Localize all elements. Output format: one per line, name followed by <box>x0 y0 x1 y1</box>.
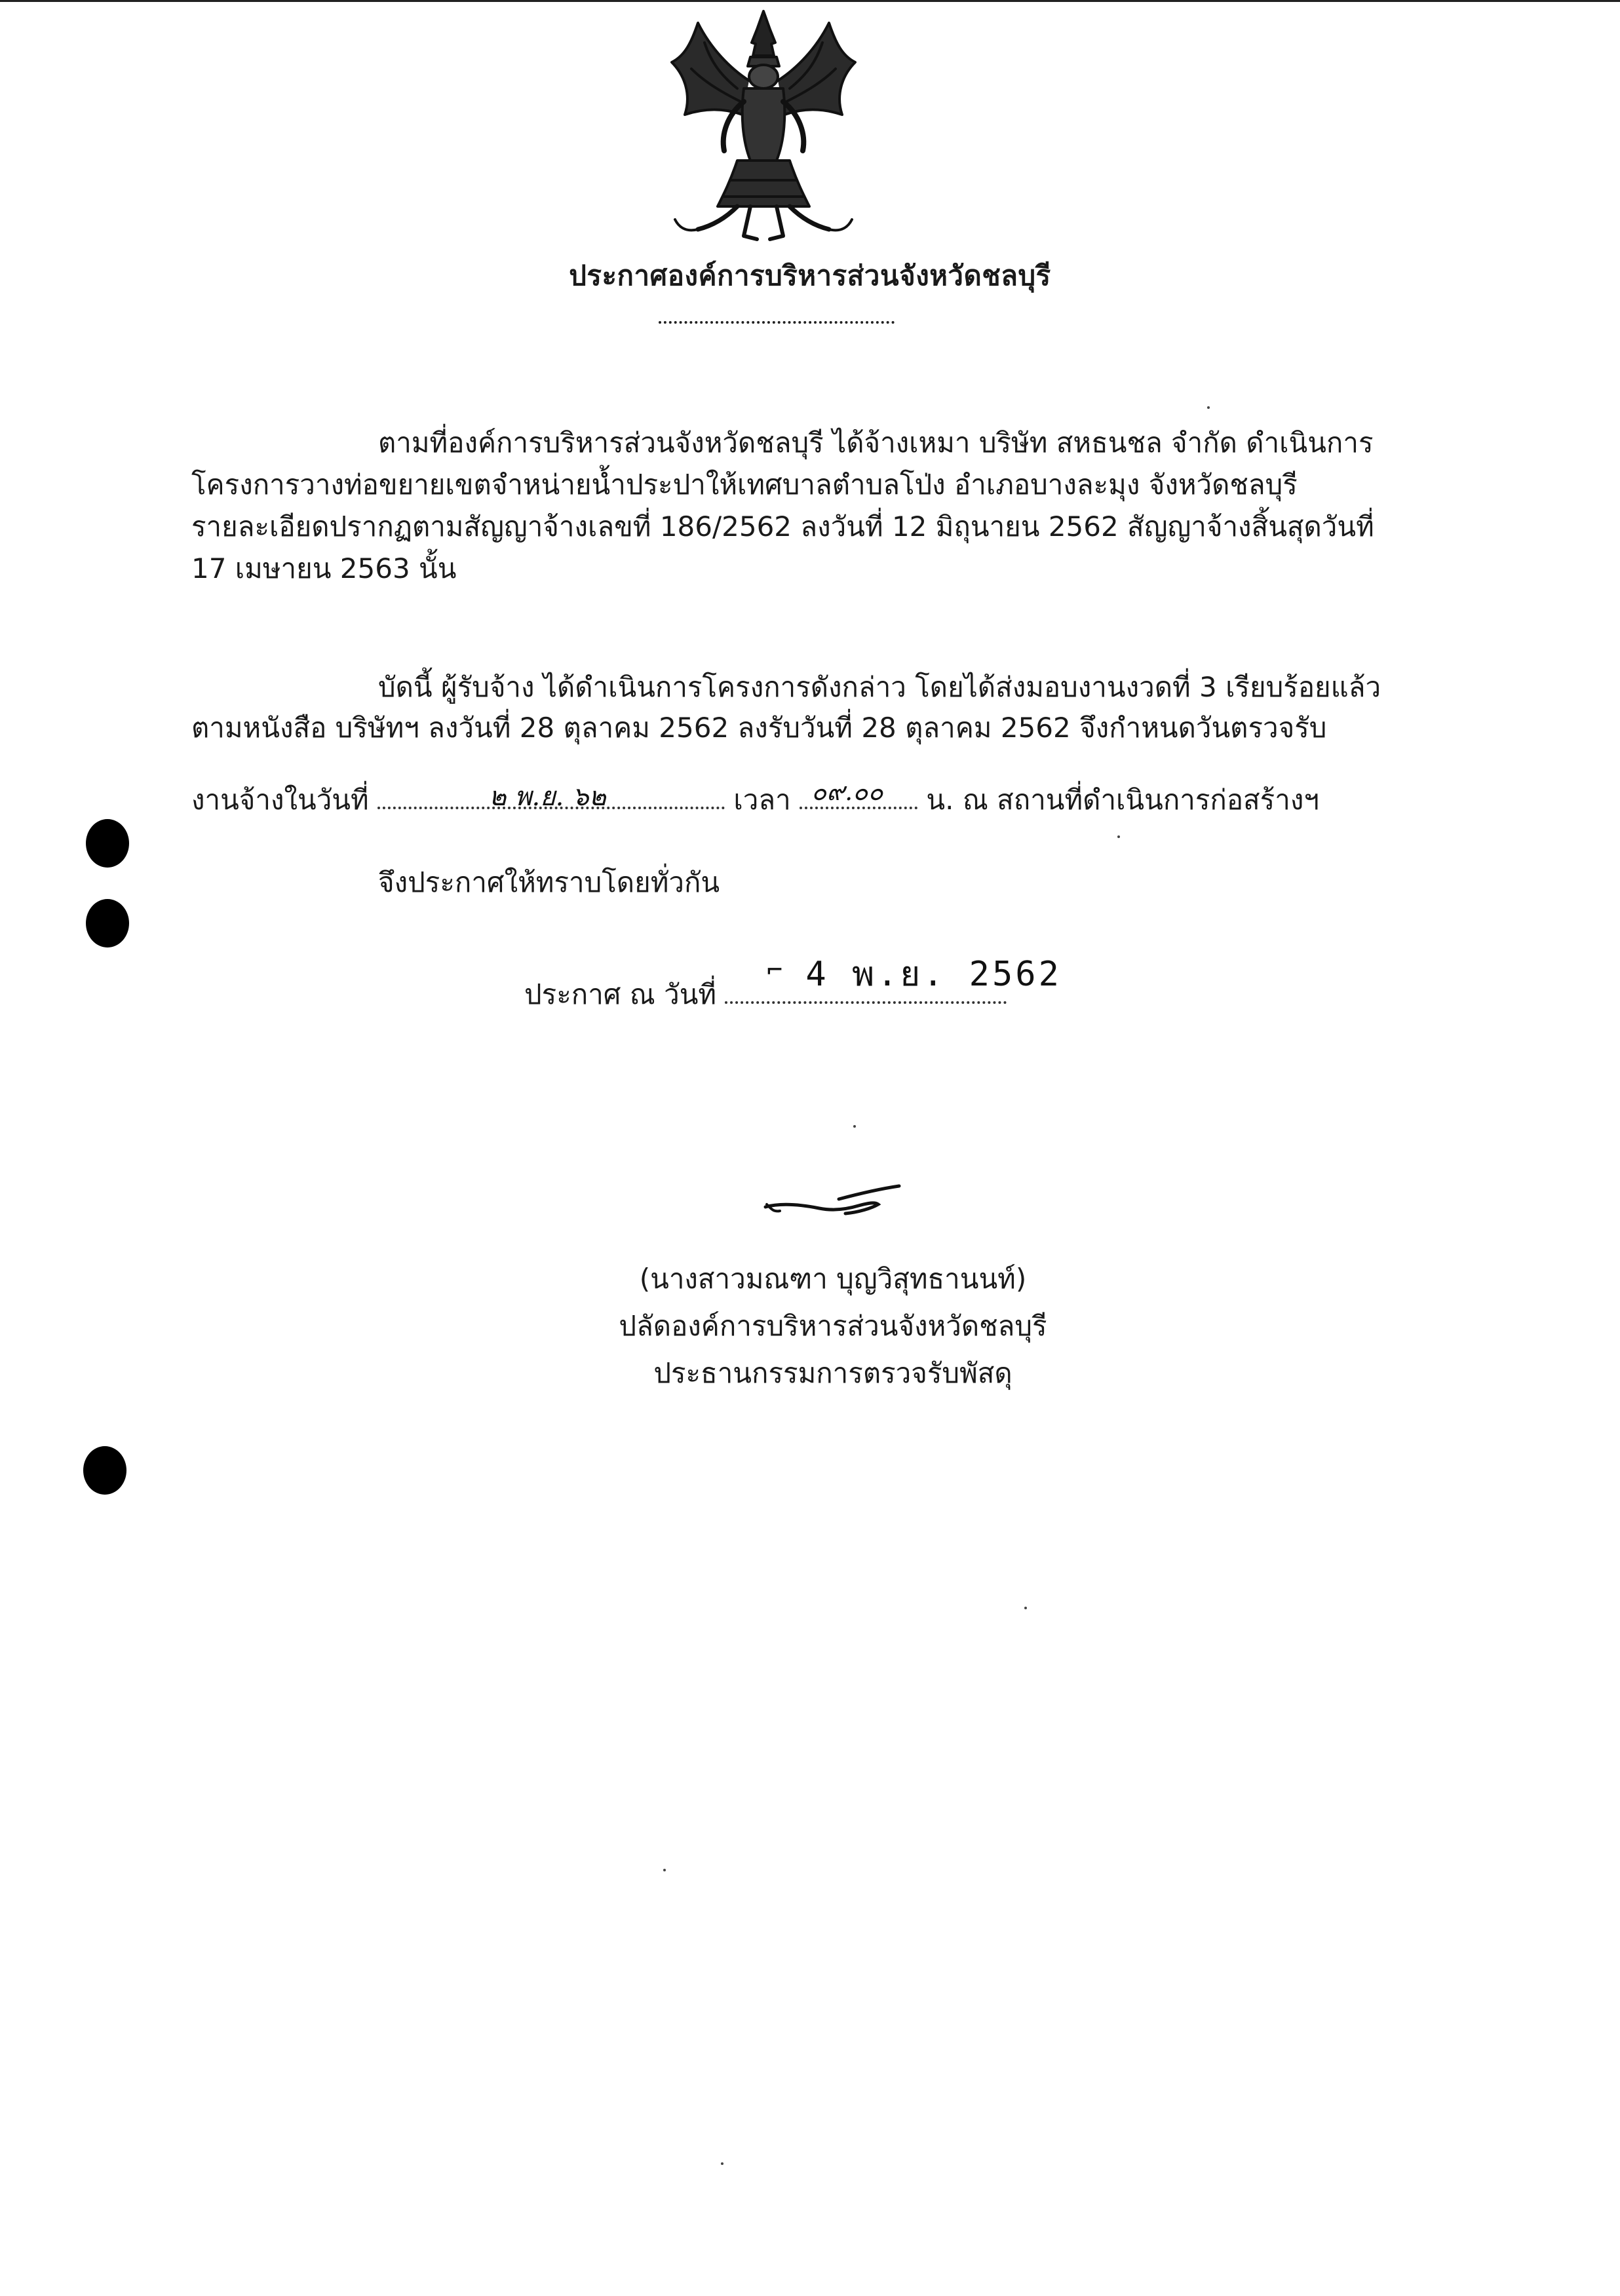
signature-scribble <box>760 1179 904 1225</box>
paragraph-1-line-4: 17 เมษายน 2563 นั้น <box>191 552 457 584</box>
paragraph-1-line-1: ตามที่องค์การบริหารส่วนจังหวัดชลบุรี ได้จ้างเหมา บริษัท สหธนชล จำกัด ดำเนินการ <box>378 427 1374 459</box>
scan-speck <box>663 1869 666 1871</box>
title-dotted-line <box>659 321 895 326</box>
scan-speck <box>1024 1607 1027 1609</box>
scan-speck <box>1207 406 1210 409</box>
paragraph-2-line-2: ตามหนังสือ บริษัทฯ ลงวันที่ 28 ตุลาคม 2562 ลงรับวันที่ 28 ตุลาคม 2562 จึงกำหนดวันตรวจรับ <box>191 712 1327 744</box>
scan-edge-line <box>0 0 1620 2</box>
paragraph-1-line-3: รายละเอียดปรากฏตามสัญญาจ้างเลขที่ 186/2562 ลงวันที่ 12 มิถุนายน 2562 สัญญาจ้างสิ้นสุดวันที่ <box>191 510 1374 543</box>
paragraph-3: จึงประกาศให้ทราบโดยทั่วกัน <box>378 866 720 898</box>
scan-speck <box>1117 835 1120 838</box>
inspection-date-handwritten: ๒ พ.ย. ๖๒ <box>489 782 606 812</box>
paragraph-2-line-3 <box>191 777 1319 820</box>
punch-hole-1 <box>86 819 129 868</box>
inspection-date-label: งานจ้างในวันที่ <box>191 784 369 816</box>
inspection-time-field <box>800 777 917 809</box>
scan-speck <box>721 2162 723 2165</box>
garuda-emblem-icon <box>659 3 868 246</box>
page-title: ประกาศองค์การบริหารส่วนจังหวัดชลบุรี <box>569 259 1051 292</box>
inspection-location-text: น. ณ สถานที่ดำเนินการก่อสร้างฯ <box>926 784 1319 816</box>
punch-hole-2 <box>86 899 129 947</box>
paragraph-2-line-1: บัดนี้ ผู้รับจ้าง ได้ดำเนินการโครงการดังกล่าว โดยได้ส่งมอบงานงวดที่ 3 เรียบร้อยแล้ว <box>378 671 1381 703</box>
signatory-role: ประธานกรรมการตรวจรับพัสดุ <box>653 1357 1013 1389</box>
inspection-time-label: เวลา <box>733 784 791 816</box>
scan-speck <box>853 1125 856 1128</box>
signatory-name: (นางสาวมณฑา บุญวิสุทธานนท์) <box>639 1263 1027 1295</box>
paragraph-1-line-2: โครงการวางท่อขยายเขตจำหน่ายน้ำประปาให้เทศบาลตำบลโป่ง อำเภอบางละมุง จังหวัดชลบุรี <box>191 469 1298 501</box>
punch-hole-3 <box>83 1446 126 1495</box>
announcement-date-stamp-text: 4 พ.ย. 2562 <box>805 955 1062 994</box>
announcement-date-label: ประกาศ ณ วันที่ <box>524 978 717 1010</box>
stamp-digit-mark: ⌐ <box>767 955 783 985</box>
signature-block <box>0 1255 1620 1397</box>
paragraph-2 <box>191 667 1381 748</box>
signatory-position: ปลัดองค์การบริหารส่วนจังหวัดชลบุรี <box>619 1310 1047 1342</box>
inspection-time-handwritten: ๐๙.๐๐ <box>811 777 883 806</box>
paragraph-1 <box>191 422 1374 590</box>
inspection-date-field <box>377 780 725 812</box>
announcement-date-stamp <box>767 946 1062 1001</box>
